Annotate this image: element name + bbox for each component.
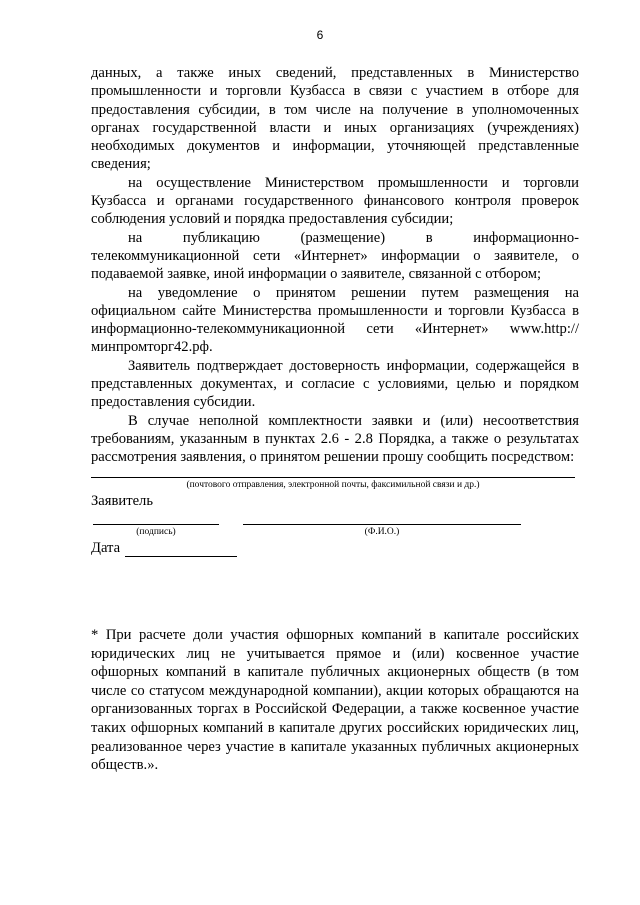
applicant-label: Заявитель [91,493,153,509]
paragraph-publication-consent: на публикацию (размещение) в информационно-телекоммуникационной сети «Интернет» информации о заявителе, о подаваемой заявке, иной информации о заявителе, связанной с отбором; [91,229,579,283]
consent-text [91,64,579,467]
full-name-caption: (Ф.И.О.) [364,527,400,537]
full-name-field-line[interactable] [243,524,521,525]
paragraph-notification-consent: на уведомление о принятом решении путем размещения на официальном сайте Министерства промышленности и торговли Кузбасса в информационно-телекоммуникационной сети «Интернет» www.http://минпромторг42.рф. [91,284,579,356]
paragraph-notification-method: В случае неполной комплектности заявки и (или) несоответствия требованиям, указанным в пунктах 2.6 - 2.8 Порядка, а также о результатах рассмотрения заявления, о принятом решении прошу сообщить посредством: [91,412,579,466]
date-field-line[interactable] [125,556,237,557]
contact-method-field-line[interactable] [91,477,575,478]
paragraph-data-continuation: данных, а также иных сведений, представленных в Министерство промышленности и торговли Кузбасса в связи с участием в отборе для предоставления субсидии, в том числе на получение в уполномоченных органах государственной власти и иных организациях (учреждениях) необходимых документов и информации, уточняющей представленные сведения; [91,65,579,173]
signature-field-line[interactable] [93,524,219,525]
signature-caption: (подпись) [136,527,176,537]
date-label: Дата [91,540,121,556]
page-number: 6 [316,28,324,42]
offshore-footnote: * При расчете доли участия офшорных компаний в капитале российских юридических лиц не учитывается прямое и (или) косвенное участие офшорных компаний в капитале публичных акционерных обществ (в том числе со статусом международной компании), акции которых обращаются на организованных торгах в Российской Федерации, а также косвенное участие таких офшорных компаний в капитале других российских юридических лиц, реализованное через участие в капитале указанных публичных акционерных обществ.». [91,627,579,774]
paragraph-inspection-consent: на осуществление Министерством промышленности и торговли Кузбасса и органами государственного финансового контроля проверок соблюдения условий и порядка предоставления субсидии; [91,174,579,228]
paragraph-confirmation: Заявитель подтверждает достоверность информации, содержащейся в представленных документах, и согласие с условиями, целью и порядком предоставления субсидии. [91,357,579,411]
contact-method-caption: (почтового отправления, электронной почты, факсимильной связи и др.) [186,480,480,490]
